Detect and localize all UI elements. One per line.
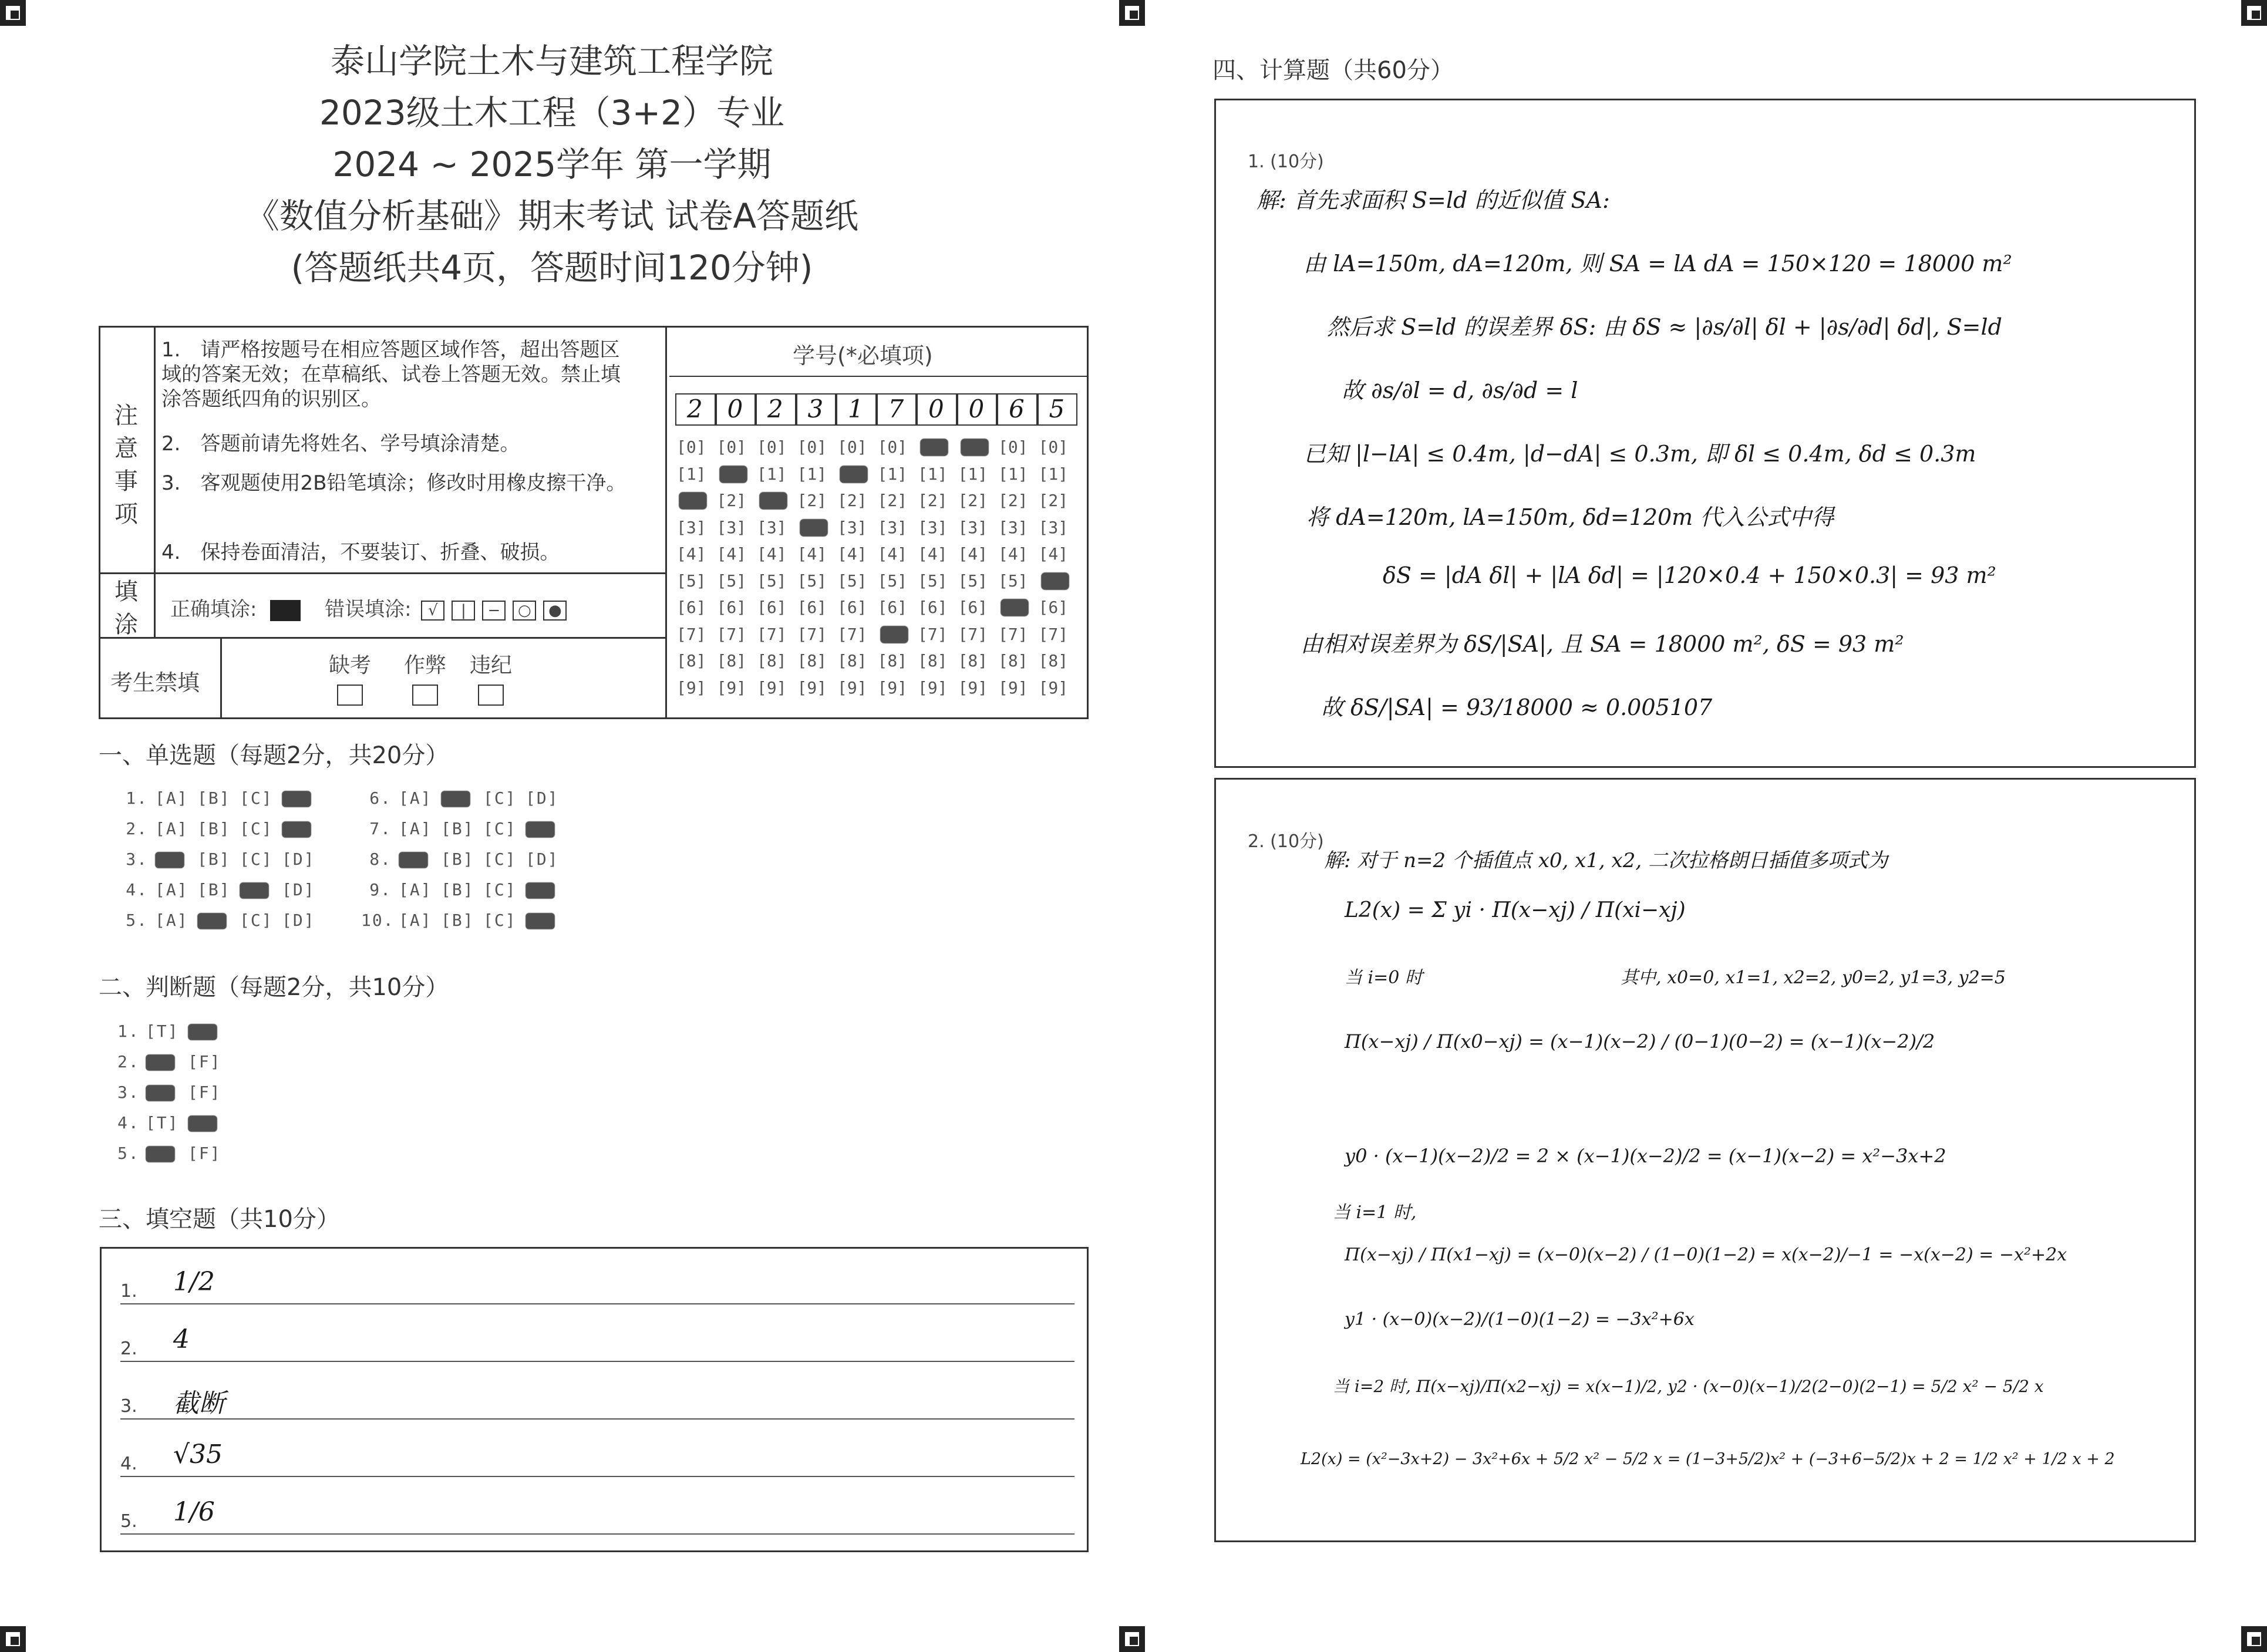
student-id-bubble[interactable]: [4]	[958, 544, 988, 564]
single-choice-question	[361, 849, 568, 869]
student-id-bubble[interactable]: [4]	[877, 544, 908, 564]
calc-q1-line: δS = |dA δl| + |lA δd| = |120×0.4 + 150×0.3| = 93 m²	[1383, 562, 1996, 588]
answer-bubble[interactable]: [D]	[282, 880, 315, 899]
student-id-handwritten-digit: 7	[888, 395, 904, 423]
student-id-bubble[interactable]: [5]	[716, 571, 747, 591]
calc-q2-line: 当 i=0 时	[1345, 967, 1423, 988]
student-id-handwritten-digit: 5	[1049, 395, 1065, 423]
correct-fill-label: 正确填涂:	[170, 598, 257, 621]
student-id-bubble-filled[interactable]	[759, 492, 787, 510]
student-id-bubble[interactable]: [6]	[757, 598, 787, 617]
student-id-bubble[interactable]: [4]	[797, 544, 827, 564]
section4-title: 四、计算题（共60分）	[1212, 57, 1454, 84]
student-id-bubble[interactable]: [3]	[918, 517, 948, 537]
fill-blank-answer: 4	[173, 1324, 190, 1354]
student-id-bubble[interactable]: [2]	[998, 491, 1028, 510]
fill-blank-number: 4.	[120, 1454, 137, 1474]
student-id-bubble[interactable]: [7]	[918, 624, 948, 644]
fill-blank-line	[120, 1418, 1074, 1420]
answer-bubble-filled[interactable]	[526, 821, 555, 838]
student-id-bubble[interactable]: [8]	[918, 651, 948, 670]
calc-q1-line: 已知 |l−lA| ≤ 0.4m, |d−dA| ≤ 0.3m, 即 δl ≤ 0.4m, δd ≤ 0.3m	[1303, 441, 1976, 467]
student-id-bubble[interactable]: [5]	[676, 571, 706, 591]
calc-q2-line: 当 i=2 时, Π(x−xj)/Π(x2−xj) = x(x−1)/2, y2 · (x−0)(x−1)/2(2−0)(2−1) = 5/2 x² − 5/2 x	[1333, 1377, 2044, 1396]
student-id-bubble[interactable]: [7]	[958, 624, 988, 644]
fill-blank-line	[120, 1361, 1074, 1362]
student-id-bubble[interactable]: [8]	[716, 651, 747, 670]
student-id-bubble[interactable]: [0]	[676, 437, 706, 457]
student-id-bubble[interactable]: [7]	[676, 624, 706, 644]
answer-bubble[interactable]: [A]	[155, 911, 188, 930]
fill-blank-answer: 截断	[173, 1388, 225, 1418]
section3-answer-box	[100, 1247, 1089, 1552]
student-id-bubble-filled[interactable]	[1001, 599, 1029, 616]
calc-q1-line: 解: 首先求面积 S=ld 的近似值 SA:	[1257, 187, 1610, 213]
student-id-bubble[interactable]: [5]	[998, 571, 1028, 591]
student-id-bubble[interactable]: [2]	[1038, 491, 1069, 510]
forbid-absent	[329, 649, 371, 706]
correct-fill-example	[270, 600, 301, 621]
answer-bubble-filled[interactable]	[240, 882, 269, 899]
question-number: 6.	[369, 788, 392, 808]
calc-q1-line: 故 δS/|SA| = 93/18000 ≈ 0.005107	[1321, 694, 1713, 720]
answer-bubble[interactable]: [B]	[441, 880, 474, 899]
answer-bubble[interactable]: [C]	[240, 849, 273, 869]
question-number: 9.	[369, 880, 392, 899]
calc-q2-line: 其中, x0=0, x1=1, x2=2, y0=2, y1=3, y2=5	[1621, 967, 2006, 988]
answer-bubble-filled[interactable]	[282, 821, 311, 838]
student-id-bubble[interactable]: [2]	[918, 491, 948, 510]
answer-bubble[interactable]: [A]	[399, 819, 432, 838]
answer-bubble-filled[interactable]	[188, 1115, 217, 1132]
student-id-bubble[interactable]: [6]	[1038, 598, 1069, 617]
student-id-bubble[interactable]: [1]	[877, 464, 908, 484]
student-id-bubble[interactable]: [9]	[837, 677, 867, 697]
answer-bubble[interactable]: [F]	[188, 1052, 221, 1071]
fill-blank-number: 3.	[120, 1396, 137, 1417]
answer-bubble[interactable]: [B]	[441, 911, 474, 930]
student-id-bubble[interactable]: [7]	[998, 624, 1028, 644]
calc-q1-line: 将 dA=120m, lA=150m, δd=120m 代入公式中得	[1306, 504, 1834, 530]
student-id-bubble[interactable]: [5]	[958, 571, 988, 591]
answer-bubble[interactable]: [C]	[483, 788, 517, 808]
answer-bubble[interactable]: [D]	[526, 788, 559, 808]
student-id-bubble[interactable]: [9]	[918, 677, 948, 697]
student-id-bubble[interactable]: [9]	[716, 677, 747, 697]
section3-title: 三、填空题（共10分）	[99, 1206, 340, 1233]
student-id-bubble-filled[interactable]	[961, 439, 989, 456]
student-id-bubble-filled[interactable]	[880, 626, 908, 643]
fill-blank-line	[120, 1476, 1074, 1477]
student-id-bubble[interactable]: [9]	[676, 677, 706, 697]
student-id-bubble[interactable]: [1]	[958, 464, 988, 484]
notes-bottom-line	[99, 572, 666, 574]
single-choice-question	[361, 819, 568, 838]
answer-bubble-filled[interactable]	[526, 882, 555, 899]
fill-blank-line	[120, 1303, 1074, 1304]
forbid-cheat-box[interactable]	[412, 685, 438, 706]
student-id-bubble[interactable]: [3]	[958, 517, 988, 537]
answer-bubble-filled[interactable]	[146, 1054, 175, 1071]
header-line-4: 《数值分析基础》期末考试 试卷A答题纸	[245, 196, 859, 236]
notes-divider	[154, 326, 156, 572]
calc-q1-line: 然后求 S=ld 的误差界 δS: 由 δS ≈ |∂s/∂l| δl + |∂s/∂d| δd|, S=ld	[1327, 314, 2002, 340]
student-id-bubble[interactable]: [9]	[998, 677, 1028, 697]
calc-q2-line: y0 · (x−1)(x−2)/2 = 2 × (x−1)(x−2)/2 = (x−1)(x−2) = x²−3x+2	[1345, 1145, 1946, 1167]
question-number: 5.	[117, 1144, 140, 1163]
calc-q2-line: 当 i=1 时,	[1333, 1202, 1417, 1223]
true-false-question	[117, 1113, 230, 1132]
calc-q1-line: 由相对误差界为 δS/|SA|, 且 SA = 18000 m², δS = 93 m²	[1301, 631, 1904, 657]
answer-bubble[interactable]: [A]	[155, 880, 188, 899]
question-number: 2.	[126, 819, 148, 838]
student-id-bubble[interactable]: [0]	[757, 437, 787, 457]
wrong-mark-bar: |	[452, 601, 475, 621]
fill-blank-number: 2.	[120, 1339, 137, 1359]
calc-q2-line: Π(x−xj) / Π(x1−xj) = (x−0)(x−2) / (1−0)(1−2) = x(x−2)/−1 = −x(x−2) = −x²+2x	[1345, 1245, 2067, 1265]
section1-title: 一、单选题（每题2分，共20分）	[99, 742, 449, 769]
wrong-fill-label: 错误填涂:	[325, 598, 412, 621]
student-id-bubble[interactable]: [2]	[716, 491, 747, 510]
student-id-bubble[interactable]: [2]	[837, 491, 867, 510]
answer-bubble-filled[interactable]	[146, 1085, 175, 1101]
answer-bubble[interactable]: [A]	[155, 819, 188, 838]
single-choice-question	[117, 880, 324, 899]
student-id-bubble[interactable]: [6]	[676, 598, 706, 617]
student-id-bubble[interactable]: [8]	[1038, 651, 1069, 670]
student-id-bubble[interactable]: [6]	[877, 598, 908, 617]
student-id-bubble[interactable]: [3]	[757, 517, 787, 537]
question-number: 3.	[126, 849, 148, 869]
question-number: 4.	[126, 880, 148, 899]
wrong-mark-circle: ○	[513, 601, 536, 621]
student-id-bubble[interactable]: [9]	[877, 677, 908, 697]
answer-bubble[interactable]: [B]	[197, 880, 231, 899]
wrong-mark-check: √	[421, 601, 444, 621]
student-id-bubble[interactable]: [6]	[918, 598, 948, 617]
calc-q2-line: Π(x−xj) / Π(x0−xj) = (x−1)(x−2) / (0−1)(0−2) = (x−1)(x−2)/2	[1345, 1030, 1935, 1053]
answer-bubble-filled[interactable]	[399, 852, 428, 868]
calc-q1-line: 由 lA=150m, dA=120m, 则 SA = lA dA = 150×120 = 18000 m²	[1303, 251, 2012, 277]
student-id-handwritten-digit: 0	[928, 395, 944, 423]
student-id-bubble[interactable]: [9]	[757, 677, 787, 697]
answer-bubble-filled[interactable]	[526, 913, 555, 929]
calc-q2-line: L2(x) = (x²−3x+2) − 3x²+6x + 5/2 x² − 5/2 x = (1−3+5/2)x² + (−3+6−5/2)x + 2 = 1/2 x² + 1/2 x + 2	[1301, 1450, 2115, 1468]
note-item-3: 3. 客观题使用2B铅笔填涂；修改时用橡皮擦干净。	[161, 471, 626, 495]
answer-bubble[interactable]: [A]	[399, 788, 432, 808]
note-item-1: 1. 请严格按题号在相应答题区域作答，超出答题区域的答案无效；在草稿纸、试卷上答题无效。禁止填涂答题纸四角的识别区。	[161, 338, 621, 411]
student-id-bubble[interactable]: [8]	[757, 651, 787, 670]
student-id-bubble[interactable]: [7]	[716, 624, 747, 644]
answer-bubble[interactable]: [C]	[240, 819, 273, 838]
student-id-bubble[interactable]: [4]	[757, 544, 787, 564]
student-id-bubble[interactable]: [3]	[676, 517, 706, 537]
student-id-bubble[interactable]: [6]	[837, 598, 867, 617]
student-id-bubble[interactable]: [1]	[1038, 464, 1069, 484]
student-id-bubble[interactable]: [2]	[877, 491, 908, 510]
answer-bubble[interactable]: [C]	[240, 788, 273, 808]
answer-bubble[interactable]: [T]	[146, 1021, 179, 1041]
student-id-bubble[interactable]: [4]	[716, 544, 747, 564]
student-id-bubble-filled[interactable]	[920, 439, 948, 456]
student-id-bubble[interactable]: [1]	[998, 464, 1028, 484]
student-id-bubble[interactable]: [0]	[998, 437, 1028, 457]
student-id-handwritten-digit: 3	[807, 395, 824, 423]
answer-bubble-filled[interactable]	[146, 1146, 175, 1162]
fill-blank-answer: √35	[173, 1439, 223, 1469]
wrong-mark-dash: −	[482, 601, 506, 621]
student-id-bubble[interactable]: [8]	[676, 651, 706, 670]
fill-blank-answer: 1/2	[173, 1267, 215, 1297]
student-id-bubble[interactable]: [5]	[918, 571, 948, 591]
true-false-question	[117, 1052, 230, 1071]
student-id-bubble[interactable]: [8]	[958, 651, 988, 670]
student-id-bubble[interactable]: [6]	[716, 598, 747, 617]
single-choice-question	[117, 911, 324, 930]
single-choice-question	[117, 819, 324, 838]
student-id-bubble[interactable]: [5]	[757, 571, 787, 591]
student-id-bubble[interactable]: [0]	[716, 437, 747, 457]
student-id-handwritten-digit: 2	[767, 395, 783, 423]
single-choice-question	[117, 849, 324, 869]
corner-mark-bottom-right	[2241, 1626, 2267, 1652]
question-number: 3.	[117, 1083, 140, 1102]
student-id-bubble[interactable]: [9]	[958, 677, 988, 697]
single-choice-question	[117, 788, 324, 808]
student-id-bubble-filled[interactable]	[840, 466, 868, 483]
student-id-bubble[interactable]: [5]	[877, 571, 908, 591]
calc-q2-line: 解: 对于 n=2 个插值点 x0, x1, x2, 二次拉格朗日插值多项式为	[1324, 849, 1888, 872]
answer-bubble[interactable]: [T]	[146, 1113, 179, 1132]
answer-bubble[interactable]: [C]	[483, 819, 517, 838]
student-id-bubble[interactable]: [2]	[958, 491, 988, 510]
student-id-bubble-filled[interactable]	[679, 492, 707, 510]
student-id-bubble[interactable]: [2]	[797, 491, 827, 510]
student-id-bubble[interactable]: [1]	[757, 464, 787, 484]
student-id-bubble[interactable]: [1]	[918, 464, 948, 484]
student-id-bubble[interactable]: [3]	[837, 517, 867, 537]
wrong-mark-dot: ●	[543, 601, 567, 621]
fill-bottom-line	[99, 637, 666, 639]
question-number: 7.	[369, 819, 392, 838]
student-id-title-line	[669, 376, 1087, 377]
forbid-violation-label: 违纪	[470, 653, 513, 677]
calc-q2-line: y1 · (x−0)(x−2)/(1−0)(1−2) = −3x²+6x	[1345, 1309, 1695, 1330]
student-id-handwritten-digit: 6	[1009, 395, 1025, 423]
question-number: 5.	[126, 911, 148, 930]
answer-bubble[interactable]: [A]	[399, 911, 432, 930]
student-id-bubble[interactable]: [8]	[877, 651, 908, 670]
question-number: 1.	[117, 1021, 140, 1041]
student-id-bubble[interactable]: [1]	[797, 464, 827, 484]
student-id-bubble[interactable]: [0]	[1038, 437, 1069, 457]
calc-q1-line: 故 ∂s/∂l = d, ∂s/∂d = l	[1342, 377, 1578, 403]
student-id-bubble[interactable]: [9]	[797, 677, 827, 697]
student-id-bubble[interactable]: [7]	[797, 624, 827, 644]
student-id-bubble[interactable]: [4]	[918, 544, 948, 564]
calc-q1-label: 1. (10分)	[1248, 151, 1324, 172]
answer-bubble[interactable]: [D]	[526, 849, 559, 869]
fill-label: 填涂	[114, 578, 138, 638]
corner-mark-bottom-center	[1119, 1626, 1145, 1652]
forbid-cheat	[404, 649, 446, 706]
forbid-label: 考生禁填	[110, 670, 200, 696]
single-choice-question	[361, 880, 568, 899]
answer-bubble-filled[interactable]	[188, 1024, 217, 1040]
answer-bubble-filled[interactable]	[197, 913, 227, 929]
calc-q2-line: L2(x) = Σ yi · Π(x−xj) / Π(xi−xj)	[1345, 898, 1686, 922]
answer-bubble[interactable]: [B]	[197, 788, 231, 808]
header-line-1: 泰山学院土木与建筑工程学院	[330, 41, 773, 81]
forbid-violation	[470, 649, 512, 706]
student-id-bubble-filled[interactable]	[800, 519, 828, 537]
header-line-2: 2023级土木工程（3+2）专业	[319, 93, 784, 133]
single-choice-question	[361, 911, 568, 930]
notes-label: 注意事项	[114, 402, 138, 528]
note-item-4: 4. 保持卷面清洁，不要装订、折叠、破损。	[161, 541, 560, 564]
student-id-bubble[interactable]: [4]	[676, 544, 706, 564]
forbid-violation-box[interactable]	[478, 685, 504, 706]
header-line-5: (答题纸共4页，答题时间120分钟)	[291, 248, 813, 288]
answer-bubble-filled[interactable]	[282, 791, 311, 807]
student-id-handwritten-digit: 2	[687, 395, 703, 423]
student-id-bubble[interactable]: [3]	[716, 517, 747, 537]
answer-bubble[interactable]: [F]	[188, 1083, 221, 1102]
note-item-2: 2. 答题前请先将姓名、学号填涂清楚。	[161, 432, 520, 456]
student-id-bubble[interactable]: [3]	[877, 517, 908, 537]
question-number: 4.	[117, 1113, 140, 1132]
corner-mark-top-left	[0, 0, 26, 26]
student-id-handwritten-digit: 1	[848, 395, 864, 423]
answer-bubble[interactable]: [F]	[188, 1144, 221, 1163]
question-number: 1.	[126, 788, 148, 808]
student-id-bubble[interactable]: [0]	[877, 437, 908, 457]
fill-example-row	[170, 593, 570, 622]
corner-mark-top-right	[2241, 0, 2267, 26]
true-false-question	[117, 1144, 230, 1163]
answer-bubble[interactable]: [D]	[282, 911, 315, 930]
answer-bubble[interactable]: [C]	[483, 880, 517, 899]
student-id-bubble[interactable]: [3]	[998, 517, 1028, 537]
answer-bubble[interactable]: [C]	[240, 911, 273, 930]
question-number: 8.	[369, 849, 392, 869]
forbid-divider	[220, 637, 222, 719]
student-id-bubble[interactable]: [8]	[797, 651, 827, 670]
student-id-bubble[interactable]: [3]	[1038, 517, 1069, 537]
question-number: 2.	[117, 1052, 140, 1071]
answer-bubble[interactable]: [D]	[282, 849, 315, 869]
student-id-bubble[interactable]: [0]	[797, 437, 827, 457]
answer-bubble[interactable]: [B]	[197, 849, 231, 869]
fill-blank-line	[120, 1533, 1074, 1535]
forbid-absent-label: 缺考	[329, 653, 372, 677]
question-number: 10.	[361, 911, 395, 930]
corner-mark-bottom-left	[0, 1626, 26, 1652]
fill-blank-number: 1.	[120, 1281, 137, 1302]
fill-divider	[154, 572, 156, 637]
student-id-bubble[interactable]: [1]	[676, 464, 706, 484]
student-id-bubble[interactable]: [9]	[1038, 677, 1069, 697]
forbid-absent-box[interactable]	[337, 685, 363, 706]
student-id-handwritten-digit: 0	[727, 395, 743, 423]
student-id-bubble[interactable]: [7]	[757, 624, 787, 644]
answer-bubble[interactable]: [B]	[441, 849, 474, 869]
student-id-bubble-filled[interactable]	[1041, 572, 1069, 590]
student-id-bubble[interactable]: [4]	[837, 544, 867, 564]
answer-bubble[interactable]: [A]	[399, 880, 432, 899]
fill-blank-number: 5.	[120, 1511, 137, 1532]
answer-bubble-filled[interactable]	[155, 852, 184, 868]
single-choice-question	[361, 788, 568, 808]
header-line-3: 2024 ~ 2025学年 第一学期	[332, 144, 772, 184]
instruction-divider-vertical	[665, 326, 667, 719]
forbid-cheat-label: 作弊	[404, 653, 447, 677]
student-id-bubble-filled[interactable]	[719, 466, 747, 483]
student-id-bubble[interactable]: [8]	[837, 651, 867, 670]
calc-q2-label: 2. (10分)	[1248, 831, 1324, 852]
answer-bubble[interactable]: [C]	[483, 849, 517, 869]
corner-mark-top-center	[1119, 0, 1145, 26]
student-id-bubble[interactable]: [7]	[837, 624, 867, 644]
section2-title: 二、判断题（每题2分，共10分）	[99, 974, 449, 1001]
student-id-bubble[interactable]: [6]	[797, 598, 827, 617]
student-id-bubble[interactable]: [7]	[1038, 624, 1069, 644]
student-id-handwritten-digit: 0	[968, 395, 985, 423]
student-id-bubble[interactable]: [5]	[797, 571, 827, 591]
true-false-question	[117, 1083, 230, 1102]
answer-bubble-filled[interactable]	[441, 791, 470, 807]
answer-bubble[interactable]: [A]	[155, 788, 188, 808]
answer-bubble[interactable]: [C]	[483, 911, 517, 930]
student-id-bubble[interactable]: [4]	[1038, 544, 1069, 564]
fill-blank-answer: 1/6	[173, 1497, 215, 1527]
student-id-bubble[interactable]: [6]	[958, 598, 988, 617]
answer-bubble[interactable]: [B]	[197, 819, 231, 838]
student-id-bubble[interactable]: [8]	[998, 651, 1028, 670]
student-id-bubble[interactable]: [4]	[998, 544, 1028, 564]
answer-bubble[interactable]: [B]	[441, 819, 474, 838]
student-id-bubble[interactable]: [5]	[837, 571, 867, 591]
student-id-bubble[interactable]: [0]	[837, 437, 867, 457]
true-false-question	[117, 1021, 230, 1041]
student-id-title: 学号(*必填项)	[793, 343, 933, 369]
